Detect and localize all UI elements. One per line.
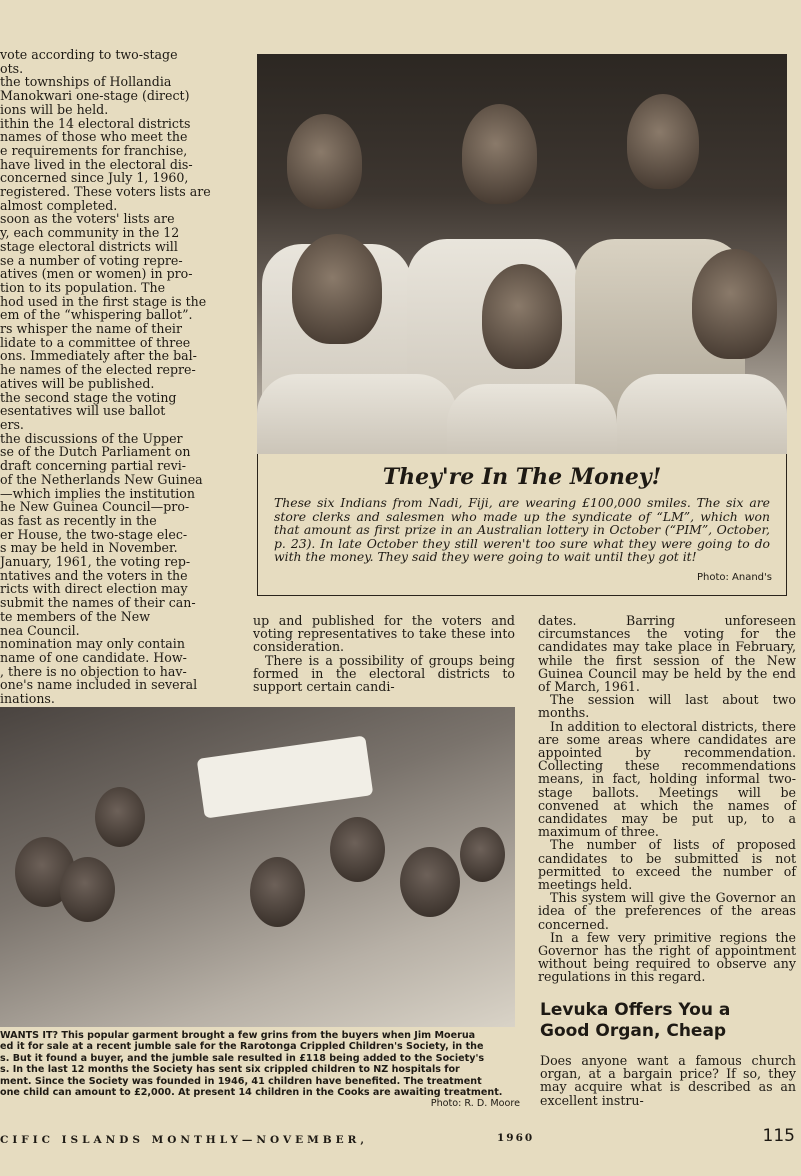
paragraph: There is a possibility of groups being formed in the electoral districts to support certain candi- — [253, 652, 515, 695]
text-line: ricts with direct election may — [0, 581, 188, 597]
page-number: 115 — [762, 1126, 795, 1146]
jumble-sale-photo — [0, 707, 515, 1027]
text-line: names of those who meet the — [0, 129, 188, 145]
text-line: se a number of voting repre- — [0, 252, 183, 268]
photo-headline: They're In The Money! — [382, 464, 662, 490]
text-line: the townships of Hollandia — [0, 74, 172, 90]
right-column-article — [538, 614, 796, 984]
text-line: as fast as recently in the — [0, 512, 157, 528]
paragraph: dates. Barring unforeseen circumstances the voting for the candidates may take place in February, while the first session of the New Guinea Council may be held by the end of March, 1961. — [538, 613, 796, 695]
photo-figure — [257, 374, 457, 454]
text-line: he names of the elected repre- — [0, 362, 196, 378]
text-line: the second stage the voting — [0, 389, 177, 405]
text-line: atives (men or women) in pro- — [0, 266, 193, 282]
caption-line: WANTS IT? This popular garment brought a few grins from the buyers when Jim Moerua — [0, 1030, 476, 1041]
caption-line: ed it for sale at a recent jumble sale for the Rarotonga Crippled Children's Society, in the — [0, 1041, 484, 1053]
text-line: esentatives will use ballot — [0, 403, 166, 419]
photo-figure — [462, 104, 537, 204]
publication-name: CIFIC ISLANDS MONTHLY—NOVEMBER, — [0, 1134, 369, 1146]
levuka-headline — [540, 1000, 790, 1042]
text-line: y, each community in the 12 — [0, 225, 180, 241]
text-line: of the Netherlands New Guinea — [0, 471, 203, 487]
photo-caption: These six Indians from Nadi, Fiji, are wearing £100,000 smiles. The six are store clerks and salesmen who made up the syndicate of “LM”, which won that amount as first prize in an Australian lottery in October (“PIM”, October, p. 23). In late October they still weren't too sure what they were going to do with the money. They said they were going to wait until they got it! — [274, 495, 770, 565]
text-line: nea Council. — [0, 622, 80, 638]
photo-figure — [482, 264, 562, 369]
text-line: rs whisper the name of their — [0, 321, 182, 337]
text-line: ions will be held. — [0, 101, 109, 117]
photo-credit: Photo: Anand's — [696, 572, 772, 583]
photo-figure — [60, 857, 115, 922]
paragraph: up and published for the voters and voting representatives to take these into consideration. — [253, 613, 515, 655]
photo-figure — [400, 847, 460, 917]
photo-credit: Photo: R. D. Moore — [430, 1098, 520, 1110]
photo-figure — [287, 114, 362, 209]
levuka-article: Does anyone want a famous church organ, at a bargain price? If so, they may acquire what is described as an excellent instru- — [540, 1053, 796, 1108]
photo-caption-box — [257, 454, 787, 596]
paragraph: The session will last about two months. — [538, 692, 796, 721]
text-line: vote according to two-stage — [0, 48, 178, 62]
paragraph: In addition to electoral districts, there are some areas where candidates are appointed by recommendation. Collecting these recommendations means, in fact, holding informal two-stage ballots. Meetings will be convened at which the names of candidates may be put up, to a maximum of three. — [538, 718, 796, 840]
text-line: draft concerning partial revi- — [0, 458, 186, 474]
text-line: stage electoral districts will — [0, 238, 178, 254]
photo-figure — [330, 817, 385, 882]
caption-line: one child can amount to £2,000. At present 14 children in the Cooks are awaiting treatment. — [0, 1087, 503, 1099]
text-line: nomination may only contain — [0, 636, 185, 652]
running-footer — [0, 1134, 560, 1146]
text-line: Manokwari one-stage (direct) — [0, 88, 190, 104]
photo-figure — [292, 234, 382, 344]
paragraph: This system will give the Governor an idea of the preferences of the areas concerned. — [538, 890, 796, 932]
photo-figure — [460, 827, 505, 882]
caption-line: ment. Since the Society was founded in 1946, 41 children have benefited. The treatment — [0, 1075, 482, 1087]
text-line: se of the Dutch Parliament on — [0, 444, 191, 460]
text-line: name of one candidate. How- — [0, 649, 187, 665]
text-line: em of the “whispering ballot”. — [0, 307, 193, 323]
text-line: the discussions of the Upper — [0, 430, 183, 446]
middle-column-article — [253, 614, 515, 693]
text-line: e requirements for franchise, — [0, 142, 188, 158]
text-line: te members of the New — [0, 608, 150, 624]
paragraph: In a few very primitive regions the Governor has the right of appointment without being required to observe any regulations in this regard. — [538, 929, 796, 985]
text-line: submit the names of their can- — [0, 595, 196, 611]
text-line: er House, the two-stage elec- — [0, 526, 188, 542]
text-line: ithin the 14 electoral districts — [0, 115, 191, 131]
text-line: ots. — [0, 60, 24, 76]
jumble-sale-caption — [0, 1030, 520, 1110]
photo-figure — [617, 374, 787, 454]
text-line: —which implies the institution — [0, 485, 195, 501]
headline-line: Levuka Offers You a — [540, 1000, 731, 1020]
text-line: he New Guinea Council—pro- — [0, 499, 190, 515]
text-line: hod used in the first stage is the — [0, 293, 207, 309]
left-column-article — [0, 48, 228, 733]
text-line: January, 1961, the voting rep- — [0, 554, 191, 570]
photo-figure — [692, 249, 777, 359]
text-line: ntatives and the voters in the — [0, 567, 188, 583]
caption-line: s. But it found a buyer, and the jumble sale resulted in £118 being added to the Society's — [0, 1052, 485, 1064]
text-line: ers. — [0, 416, 24, 432]
photo-figure — [627, 94, 699, 189]
caption-line: s. In the last 12 months the Society has sent six crippled children to NZ hospitals for — [0, 1064, 460, 1076]
headline-line: Good Organ, Cheap — [540, 1021, 727, 1041]
text-line: , there is no objection to hav- — [0, 663, 187, 679]
text-line: atives will be published. — [0, 375, 155, 391]
text-line: one's name included in several — [0, 677, 198, 693]
photo-figure — [447, 384, 617, 454]
text-line: almost completed. — [0, 197, 118, 213]
text-line: tion to its population. The — [0, 279, 166, 295]
text-line: soon as the voters' lists are — [0, 211, 175, 227]
photo-figure — [95, 787, 145, 847]
text-line: lidate to a committee of three — [0, 334, 191, 350]
text-line: have lived in the electoral dis- — [0, 156, 193, 172]
text-line: concerned since July 1, 1960, — [0, 170, 189, 186]
text-line: ons. Immediately after the bal- — [0, 348, 197, 364]
text-line: registered. These voters lists are — [0, 184, 211, 200]
publication-year: 1960 — [497, 1132, 535, 1144]
photo-figure — [250, 857, 305, 927]
text-line: s may be held in November. — [0, 540, 178, 556]
garment — [197, 735, 374, 818]
six-men-photo — [257, 54, 787, 454]
text-line: inations. — [0, 691, 55, 707]
paragraph: The number of lists of proposed candidates to be submitted is not permitted to exceed the number of meetings held. — [538, 837, 796, 893]
